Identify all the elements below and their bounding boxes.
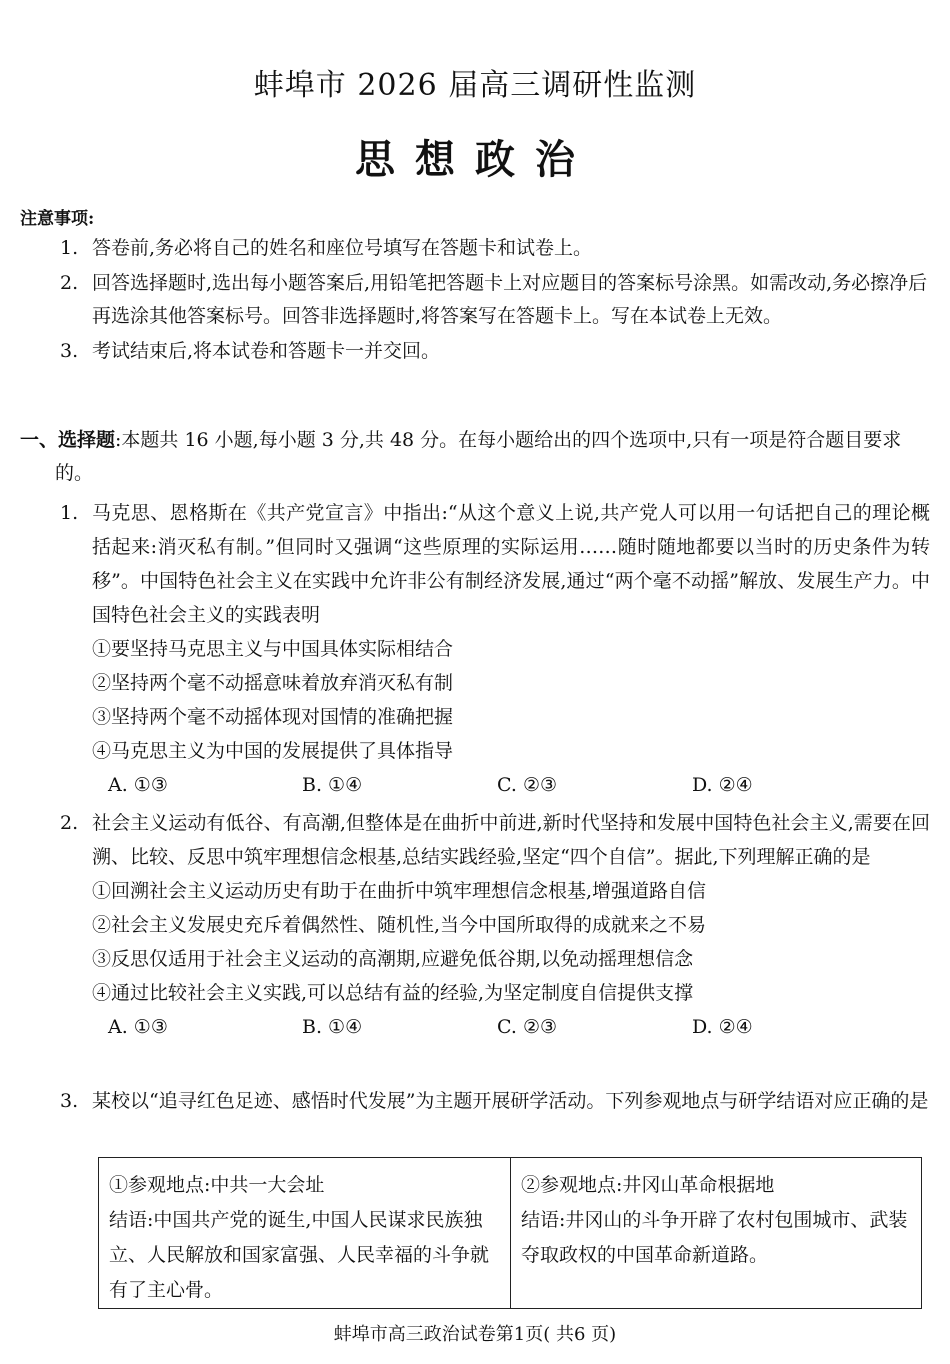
visit-conclusion: 结语:井冈山的斗争开辟了农村包围城市、武装夺取政权的中国革命新道路。 [521,1209,908,1266]
notice-item [60,232,930,265]
question-stem-text: 马克思、恩格斯在《共产党宣言》中指出:“从这个意义上说,共产党人可以用一句话把自己的理论概括起来:消灭私有制。”但同时又强调“这些原理的实际运用……随时随地都要以当时的历史条件为转移”。中国特色社会主义在实践中允许非公有制经济发展,通过“两个毫不动摇”解放、发展生产力。中国特色社会主义的实践表明 [92,502,930,626]
statement: ④马克思主义为中国的发展提供了具体指导 [92,740,454,762]
question-2 [60,806,930,1044]
answer-options [108,768,930,802]
statement: ④通过比较社会主义实践,可以总结有益的经验,为坚定制度自信提供支撑 [92,982,694,1004]
option-d: D. ②④ [692,1016,753,1038]
question-stem [60,1084,930,1118]
visit-place: ②参观地点:井冈山革命根据地 [521,1174,775,1196]
notice-item [60,267,930,333]
question-stem-text: 某校以“追寻红色足迹、感悟时代发展”为主题开展研学活动。下列参观地点与研学结语对应正确的是 [92,1090,929,1112]
option-c: C. ②③ [497,1016,558,1038]
visit-conclusion: 结语:中国共产党的诞生,中国人民谋求民族独立、人民解放和国家富强、人民幸福的斗争就有了主心骨。 [109,1209,490,1301]
statement: ①要坚持马克思主义与中国具体实际相结合 [92,638,454,660]
question-stem [60,806,930,874]
section-label: 一、选择题 [20,429,116,451]
notice-item-text: 答卷前,务必将自己的姓名和座位号填写在答题卡和试卷上。 [92,237,593,259]
statement: ③反思仅适用于社会主义运动的高潮期,应避免低谷期,以免动摇理想信念 [92,948,694,970]
page-footer: 蚌埠市高三政治试卷第1页( 共6 页) [333,1324,617,1345]
statement: ②坚持两个毫不动摇意味着放弃消灭私有制 [92,672,454,694]
option-b: B. ①④ [302,774,363,796]
question-3 [60,1084,930,1118]
table-cell-left [99,1158,511,1308]
visit-place: ①参观地点:中共一大会址 [109,1174,325,1196]
option-a: A. ①③ [108,1016,168,1038]
notice-item-text: 考试结束后,将本试卷和答题卡一并交回。 [92,340,441,362]
notice-item-number: 3. [60,340,79,362]
notice-item-number: 1. [60,237,79,259]
statement: ③坚持两个毫不动摇体现对国情的准确把握 [92,706,454,728]
notice-list [60,232,930,370]
notice-item-number: 2. [60,272,79,294]
statement: ②社会主义发展史充斥着偶然性、随机性,当今中国所取得的成就来之不易 [92,914,707,936]
question-number: 1. [60,502,79,524]
exam-title: 蚌埠市 2026 届高三调研性监测 [253,68,697,103]
question-stem-text: 社会主义运动有低谷、有高潮,但整体是在曲折中前进,新时代坚持和发展中国特色社会主义,需要在回溯、比较、反思中筑牢理想信念根基,总结实践经验,坚定“四个自信”。据此,下列理解正确的是 [92,812,930,868]
question-number: 3. [60,1090,79,1112]
option-d: D. ②④ [692,774,753,796]
question-1 [60,496,930,802]
option-c: C. ②③ [497,774,558,796]
section-text: :本题共 16 小题,每小题 3 分,共 48 分。在每小题给出的四个选项中,只有一项是符合题目要求的。 [55,429,902,484]
notice-item-text: 回答选择题时,选出每小题答案后,用铅笔把答题卡上对应题目的答案标号涂黑。如需改动,务必擦净后再选涂其他答案标号。回答非选择题时,将答案写在答题卡上。写在本试卷上无效。 [92,272,928,327]
section-one-instructions [20,424,930,490]
statement: ①回溯社会主义运动历史有助于在曲折中筑牢理想信念根基,增强道路自信 [92,880,707,902]
visit-table [98,1157,922,1309]
table-cell-right [511,1158,921,1308]
question-number: 2. [60,812,79,834]
option-b: B. ①④ [302,1016,363,1038]
answer-options [108,1010,930,1044]
question-stem [60,496,930,632]
notice-item [60,335,930,368]
option-a: A. ①③ [108,774,168,796]
notice-heading: 注意事项: [20,209,95,229]
subject-title: 思想政治 [355,136,595,183]
